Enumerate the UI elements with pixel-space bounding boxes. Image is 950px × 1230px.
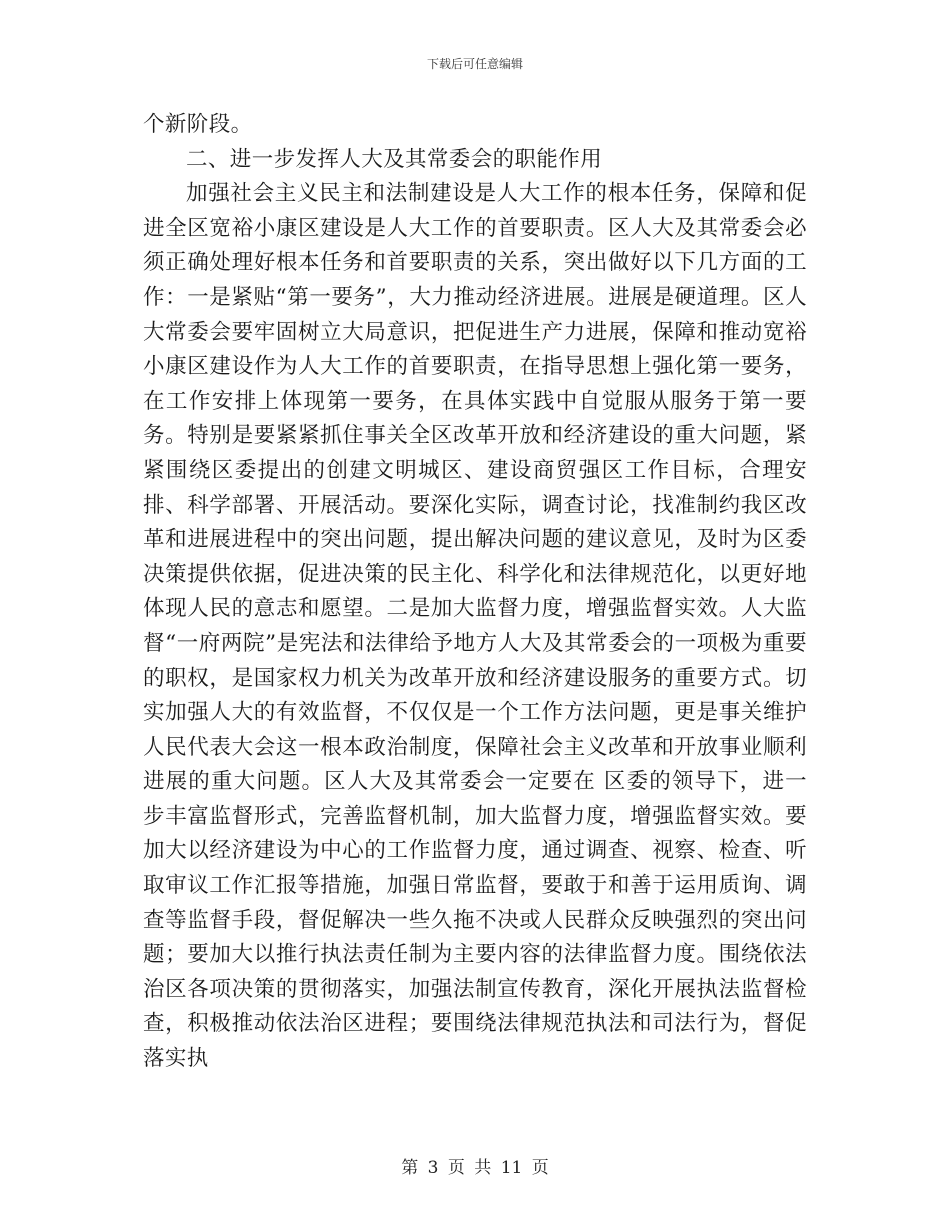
page-header-note: 下载后可任意编辑	[426, 57, 523, 71]
document-body	[143, 108, 807, 1077]
page-number-footer: 第 3 页 共 11 页	[401, 1158, 549, 1178]
paragraph-main: 加强社会主义民主和法制建设是人大工作的根本任务，保障和促进全区宽裕小康区建设是人大工作的首要职责。区人大及其常委会必须正确处理好根本任务和首要职责的关系，突出做好以下几方面的工作：一是紧贴“第一要务”，大力推动经济进展。进展是硬道理。区人大常委会要牢固树立大局意识，把促进生产力进展，保障和推动宽裕小康区建设作为人大工作的首要职责，在指导思想上强化第一要务，在工作安排上体现第一要务，在具体实践中自觉服从服务于第一要务。特别是要紧紧抓住事关全区改革开放和经济建设的重大问题，紧紧围绕区委提出的创建文明城区、建设商贸强区工作目标，合理安排、科学部署、开展活动。要深化实际，调查讨论，找准制约我区改革和进展进程中的突出问题，提出解决问题的建议意见，及时为区委决策提供依据，促进决策的民主化、科学化和法律规范化，以更好地体现人民的意志和愿望。二是加大监督力度，增强监督实效。人大监督“一府两院”是宪法和法律给予地方人大及其常委会的一项极为重要的职权，是国家权力机关为改革开放和经济建设服务的重要方式。切实加强人大的有效监督，不仅仅是一个工作方法问题，更是事关维护人民代表大会这一根本政治制度，保障社会主义改革和开放事业顺利进展的重大问题。区人大及其常委会一定要在 区委的领导下，进一步丰富监督形式，完善监督机制，加大监督力度，增强监督实效。要加大以经济建设为中心的工作监督力度，通过调查、视察、检查、听取审议工作汇报等措施，加强日常监督，要敢于和善于运用质询、调查等监督手段，督促解决一些久拖不决或人民群众反映强烈的突出问题；要加大以推行执法责任制为主要内容的法律监督力度。围绕依法治区各项决策的贯彻落实，加强法制宣传教育，深化开展执法监督检查，积极推动依法治区进程；要围绕法律规范执法和司法行为，督促落实执	[143, 181, 807, 1072]
section-heading: 二、进一步发挥人大及其常委会的职能作用	[186, 146, 603, 172]
paragraph-continuation: 个新阶段。	[143, 112, 253, 137]
